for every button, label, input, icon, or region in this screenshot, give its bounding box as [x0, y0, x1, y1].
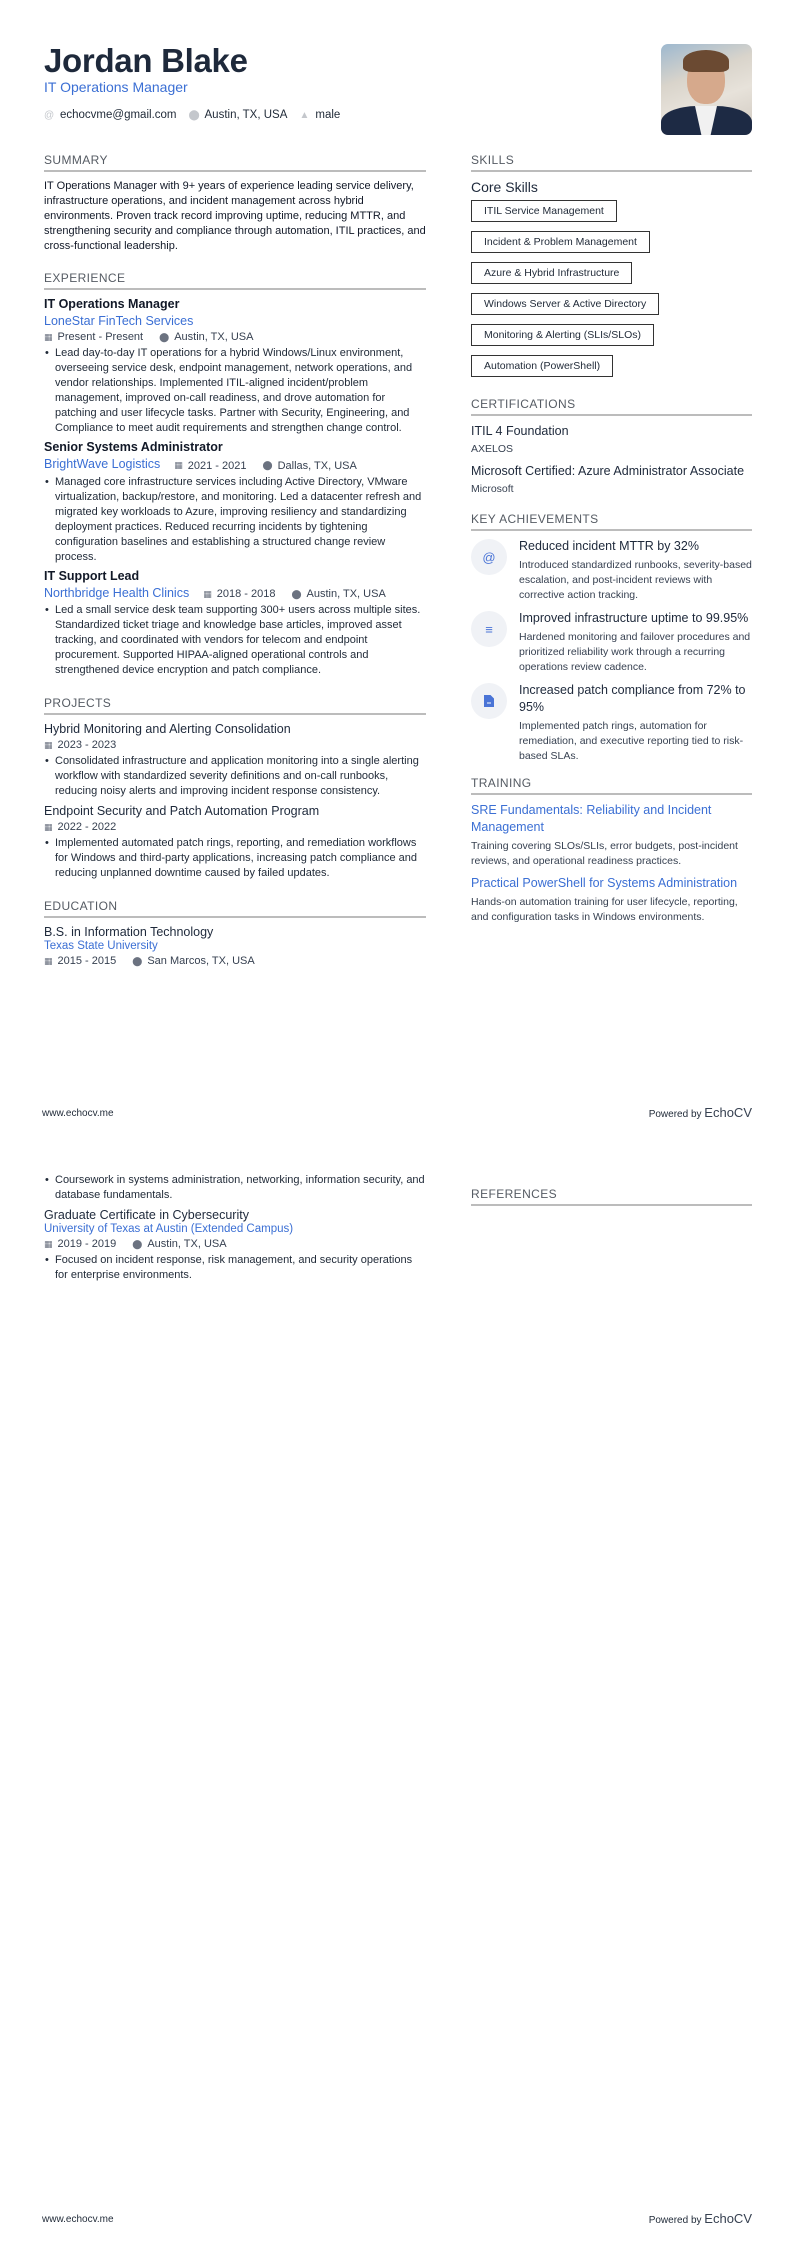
summary-text: IT Operations Manager with 9+ years of experience leading service delivery, infrastructure operations, and incident management across hybrid environments. Proven track record improving uptime, reducing MTTR, and strengthening security and compliance through automation, ITIL practices, and cross-functional leadership.	[44, 180, 426, 252]
skill-tag: Incident & Problem Management	[471, 231, 650, 253]
job-title: Senior Systems Administrator	[44, 440, 223, 454]
job-meta: ▦ 2021 - 2021 ⬤ Dallas, TX, USA	[174, 459, 357, 472]
job-bullet: • Managed core infrastructure services including Active Directory, VMware virtualization, backup/restore, and monitoring. Led a datacenter refresh and migrated key workloads to Azure, improving resiliency and standardizing deployment practices. Reduced recurring incidents by tightening configuration baselines and establishing a structured change review process.	[44, 475, 426, 565]
training-section	[471, 776, 752, 925]
contact-gender: ▲ male	[299, 109, 341, 121]
education-degree: Graduate Certificate in Cybersecurity	[44, 1208, 249, 1222]
location-pin-icon: ⬤	[291, 588, 302, 599]
resume-page-2	[0, 1140, 794, 2246]
job-bullet: • Lead day-to-day IT operations for a hybrid Windows/Linux environment, overseeing service desk, endpoint management, network operations, and vendor relationships. Implemented ITIL-aligned incident/problem management, improved on-call readiness, and drove automation for patching and user lifecycle tasks. Partner with Security, Engineering, and Compliance to meet audit requirements and strengthen change control.	[44, 346, 426, 436]
skill-tag: Azure & Hybrid Infrastructure	[471, 262, 632, 284]
section-title-education: EDUCATION	[44, 899, 426, 918]
achievement-desc: Introduced standardized runbooks, severity-based escalation, and post-incident reviews with corrective action tracking.	[519, 559, 752, 601]
contact-location: ⬤ Austin, TX, USA	[188, 109, 288, 121]
skill-tag: Windows Server & Active Directory	[471, 293, 659, 315]
projects-section	[44, 696, 426, 881]
section-title-achievements: KEY ACHIEVEMENTS	[471, 512, 752, 531]
references-section	[471, 1187, 752, 1206]
location-pin-icon: ⬤	[262, 460, 273, 470]
experience-item	[44, 297, 426, 436]
achievement-item	[471, 610, 752, 675]
location-pin-icon: ⬤	[132, 955, 143, 966]
section-title-references: REFERENCES	[471, 1187, 752, 1206]
calendar-icon: ▦	[174, 460, 183, 470]
achievement-desc: Hardened monitoring and failover procedures and prioritized reliability work through a recurring operations review cadence.	[519, 631, 751, 673]
right-column	[471, 1187, 752, 1213]
job-meta: ▦ 2018 - 2018 ⬤ Austin, TX, USA	[203, 588, 386, 600]
certification-issuer: Microsoft	[471, 483, 514, 495]
training-desc: Hands-on automation training for user lifecycle, reporting, and configuration tasks in Windows environments.	[471, 896, 738, 923]
section-title-skills: SKILLS	[471, 153, 752, 172]
brand-logo: EchoCV	[704, 2211, 752, 2226]
achievement-title: Increased patch compliance from 72% to 95%	[519, 683, 746, 714]
contact-row	[44, 109, 352, 121]
certification-issuer: AXELOS	[471, 443, 514, 455]
job-company: BrightWave Logistics	[44, 457, 161, 471]
training-desc: Training covering SLOs/SLIs, error budgets, post-incident reviews, and operational readiness practices.	[471, 840, 738, 867]
footer-website[interactable]: www.echocv.me	[42, 1108, 114, 1119]
project-item	[44, 804, 426, 881]
calendar-icon: ▦	[44, 331, 53, 342]
contact-email[interactable]: @ echocvme@gmail.com	[44, 109, 177, 121]
location-pin-icon: ⬤	[132, 1238, 143, 1249]
experience-section	[44, 271, 426, 678]
project-bullet: • Consolidated infrastructure and application monitoring into a single alerting workflow with standardized severity definitions and on-call runbooks, reducing noisy alerts and improving incident response consistency.	[44, 754, 426, 799]
menu-lines-icon: ≡	[471, 611, 507, 647]
achievements-section	[471, 512, 752, 764]
job-company: LoneStar FinTech Services	[44, 314, 194, 328]
calendar-icon: ▦	[44, 821, 53, 832]
section-title-summary: SUMMARY	[44, 153, 426, 172]
education-meta: ▦ 2015 - 2015 ⬤ San Marcos, TX, USA	[44, 955, 255, 967]
skill-group-title: Core Skills	[471, 179, 538, 195]
section-title-experience: EXPERIENCE	[44, 271, 426, 290]
calendar-icon: ▦	[44, 955, 53, 966]
education-meta: ▦ 2019 - 2019 ⬤ Austin, TX, USA	[44, 1238, 227, 1250]
left-column	[44, 1170, 426, 1283]
achievement-title: Improved infrastructure uptime to 99.95%	[519, 611, 749, 625]
experience-item	[44, 569, 426, 679]
section-title-training: TRAINING	[471, 776, 752, 795]
location-pin-icon: ⬤	[188, 109, 200, 121]
profile-photo	[661, 44, 752, 135]
education-section	[44, 899, 426, 967]
section-title-projects: PROJECTS	[44, 696, 426, 715]
achievement-item	[471, 682, 752, 764]
education-degree: B.S. in Information Technology	[44, 925, 214, 939]
achievement-item	[471, 538, 752, 603]
project-title: Hybrid Monitoring and Alerting Consolidation	[44, 722, 291, 736]
achievement-title: Reduced incident MTTR by 32%	[519, 539, 699, 553]
footer-powered-by[interactable]: Powered by EchoCV	[648, 2211, 752, 2226]
job-bullet: • Led a small service desk team supporting 300+ users across multiple sites. Standardized ticket triage and knowledge base articles, improved asset tracking, and coordinated with vendors for telecom and endpoint procurement. Supported HIPAA-aligned operational controls and strengthened device encryption and patch compliance.	[44, 603, 426, 678]
project-item	[44, 722, 426, 799]
education-item	[44, 1208, 426, 1283]
job-title: IT Support Lead	[44, 568, 140, 583]
candidate-name: Jordan Blake	[44, 42, 248, 79]
location-pin-icon: ⬤	[159, 331, 170, 342]
education-item	[44, 925, 426, 967]
job-title: IT Operations Manager	[44, 297, 180, 311]
certification-name: Microsoft Certified: Azure Administrator Associate	[471, 464, 745, 478]
training-title[interactable]: SRE Fundamentals: Reliability and Incident Management	[471, 803, 712, 834]
certification-name: ITIL 4 Foundation	[471, 424, 569, 438]
achievement-desc: Implemented patch rings, automation for remediation, and executive reporting tied to risk-based SLAs.	[519, 720, 744, 762]
summary-section	[44, 153, 426, 254]
skill-list	[471, 200, 752, 386]
brand-logo: EchoCV	[704, 1105, 752, 1120]
project-meta: ▦ 2022 - 2022	[44, 821, 117, 833]
skill-tag: Automation (PowerShell)	[471, 355, 613, 377]
certifications-section	[471, 397, 752, 495]
project-title: Endpoint Security and Patch Automation Program	[44, 804, 320, 818]
education-school: Texas State University	[44, 940, 158, 952]
skill-tag: Monitoring & Alerting (SLIs/SLOs)	[471, 324, 654, 346]
candidate-headline: IT Operations Manager	[44, 79, 188, 95]
project-bullet: • Implemented automated patch rings, reporting, and remediation workflows for Windows and third-party applications, increasing patch compliance and reducing unplanned downtime caused by failed updates.	[44, 836, 426, 881]
section-title-certifications: CERTIFICATIONS	[471, 397, 752, 416]
footer-website[interactable]: www.echocv.me	[42, 2214, 114, 2225]
right-column	[471, 153, 752, 931]
document-icon	[471, 683, 507, 719]
skill-tag: ITIL Service Management	[471, 200, 617, 222]
footer-powered-by[interactable]: Powered by EchoCV	[648, 1105, 752, 1120]
project-meta: ▦ 2023 - 2023	[44, 739, 117, 751]
job-company: Northbridge Health Clinics	[44, 585, 190, 600]
skills-section	[471, 153, 752, 386]
experience-item	[44, 440, 426, 565]
job-meta: ▦ Present - Present ⬤ Austin, TX, USA	[44, 331, 254, 343]
calendar-icon: ▦	[44, 1238, 53, 1249]
education-bullet: • Coursework in systems administration, networking, information security, and database fundamentals.	[44, 1173, 426, 1203]
at-icon: @	[44, 109, 55, 121]
calendar-icon: ▦	[44, 739, 53, 750]
education-bullet: • Focused on incident response, risk management, and security operations for enterprise environments.	[44, 1253, 426, 1283]
education-school: University of Texas at Austin (Extended Campus)	[44, 1223, 294, 1235]
calendar-icon: ▦	[203, 588, 212, 599]
person-icon: ▲	[299, 109, 310, 121]
at-icon: @	[471, 539, 507, 575]
left-column	[44, 153, 426, 967]
training-title[interactable]: Practical PowerShell for Systems Administration	[471, 876, 738, 890]
